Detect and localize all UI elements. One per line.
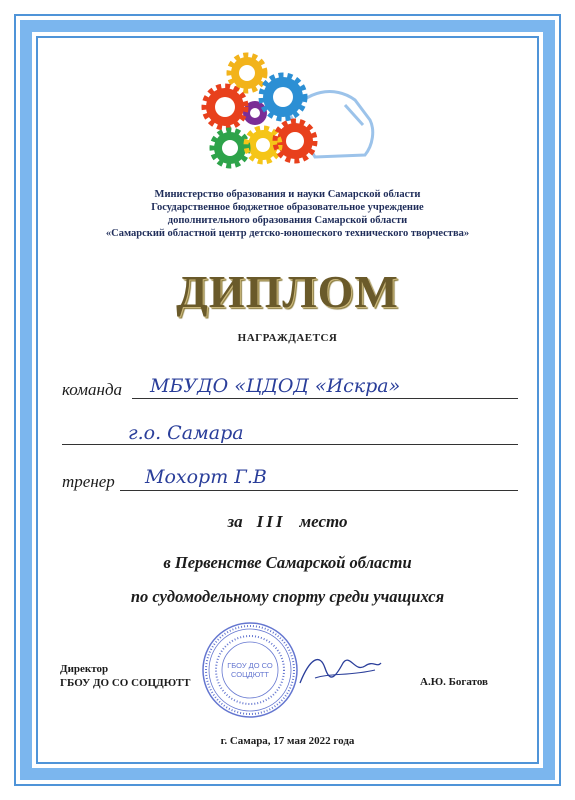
- svg-text:ГБОУ ДО СО: ГБОУ ДО СО: [227, 661, 273, 670]
- director-org: ГБОУ ДО СО СОЦДЮТТ: [60, 677, 191, 689]
- awarded-label: НАГРАЖДАЕТСЯ: [237, 332, 338, 344]
- team-label: команда: [62, 380, 123, 399]
- city-underline: [62, 444, 518, 445]
- director-name: А.Ю. Богатов: [420, 676, 488, 688]
- competition-line-2: по судомодельному спорту среди учащихся: [130, 587, 445, 606]
- signature-icon: [295, 648, 385, 693]
- director-title: Директор: [60, 663, 109, 675]
- team-underline: [132, 398, 518, 399]
- official-stamp-icon: [200, 620, 300, 720]
- place-line: [60, 512, 515, 532]
- place-number: III: [256, 512, 286, 531]
- diploma-title: ДИПЛОМ: [176, 266, 399, 317]
- place-prefix: за: [227, 512, 243, 531]
- place-suffix: место: [299, 512, 348, 531]
- svg-text:СОЦДЮТТ: СОЦДЮТТ: [230, 670, 270, 679]
- org-line-1: Министерство образования и науки Самарской области: [154, 189, 421, 200]
- competition-line-1: в Первенстве Самарской области: [163, 553, 412, 572]
- organization-header: [60, 188, 515, 240]
- org-line-4: «Самарский областной центр детско-юношеского технического творчества»: [105, 228, 470, 239]
- team-value: МБУДО «ЦДОД «Искра»: [150, 375, 401, 397]
- org-line-2: Государственное бюджетное образовательное учреждение: [151, 202, 424, 213]
- gears-logo-icon: [195, 45, 380, 175]
- coach-label: тренер: [62, 472, 115, 491]
- director-block: [60, 662, 191, 690]
- team-city: г.о. Самара: [128, 422, 244, 444]
- coach-underline: [120, 490, 518, 491]
- coach-value: Мохорт Г.В: [145, 466, 267, 488]
- place-date: г. Самара, 17 мая 2022 года: [220, 735, 355, 747]
- org-line-3: дополнительного образования Самарской области: [167, 215, 408, 226]
